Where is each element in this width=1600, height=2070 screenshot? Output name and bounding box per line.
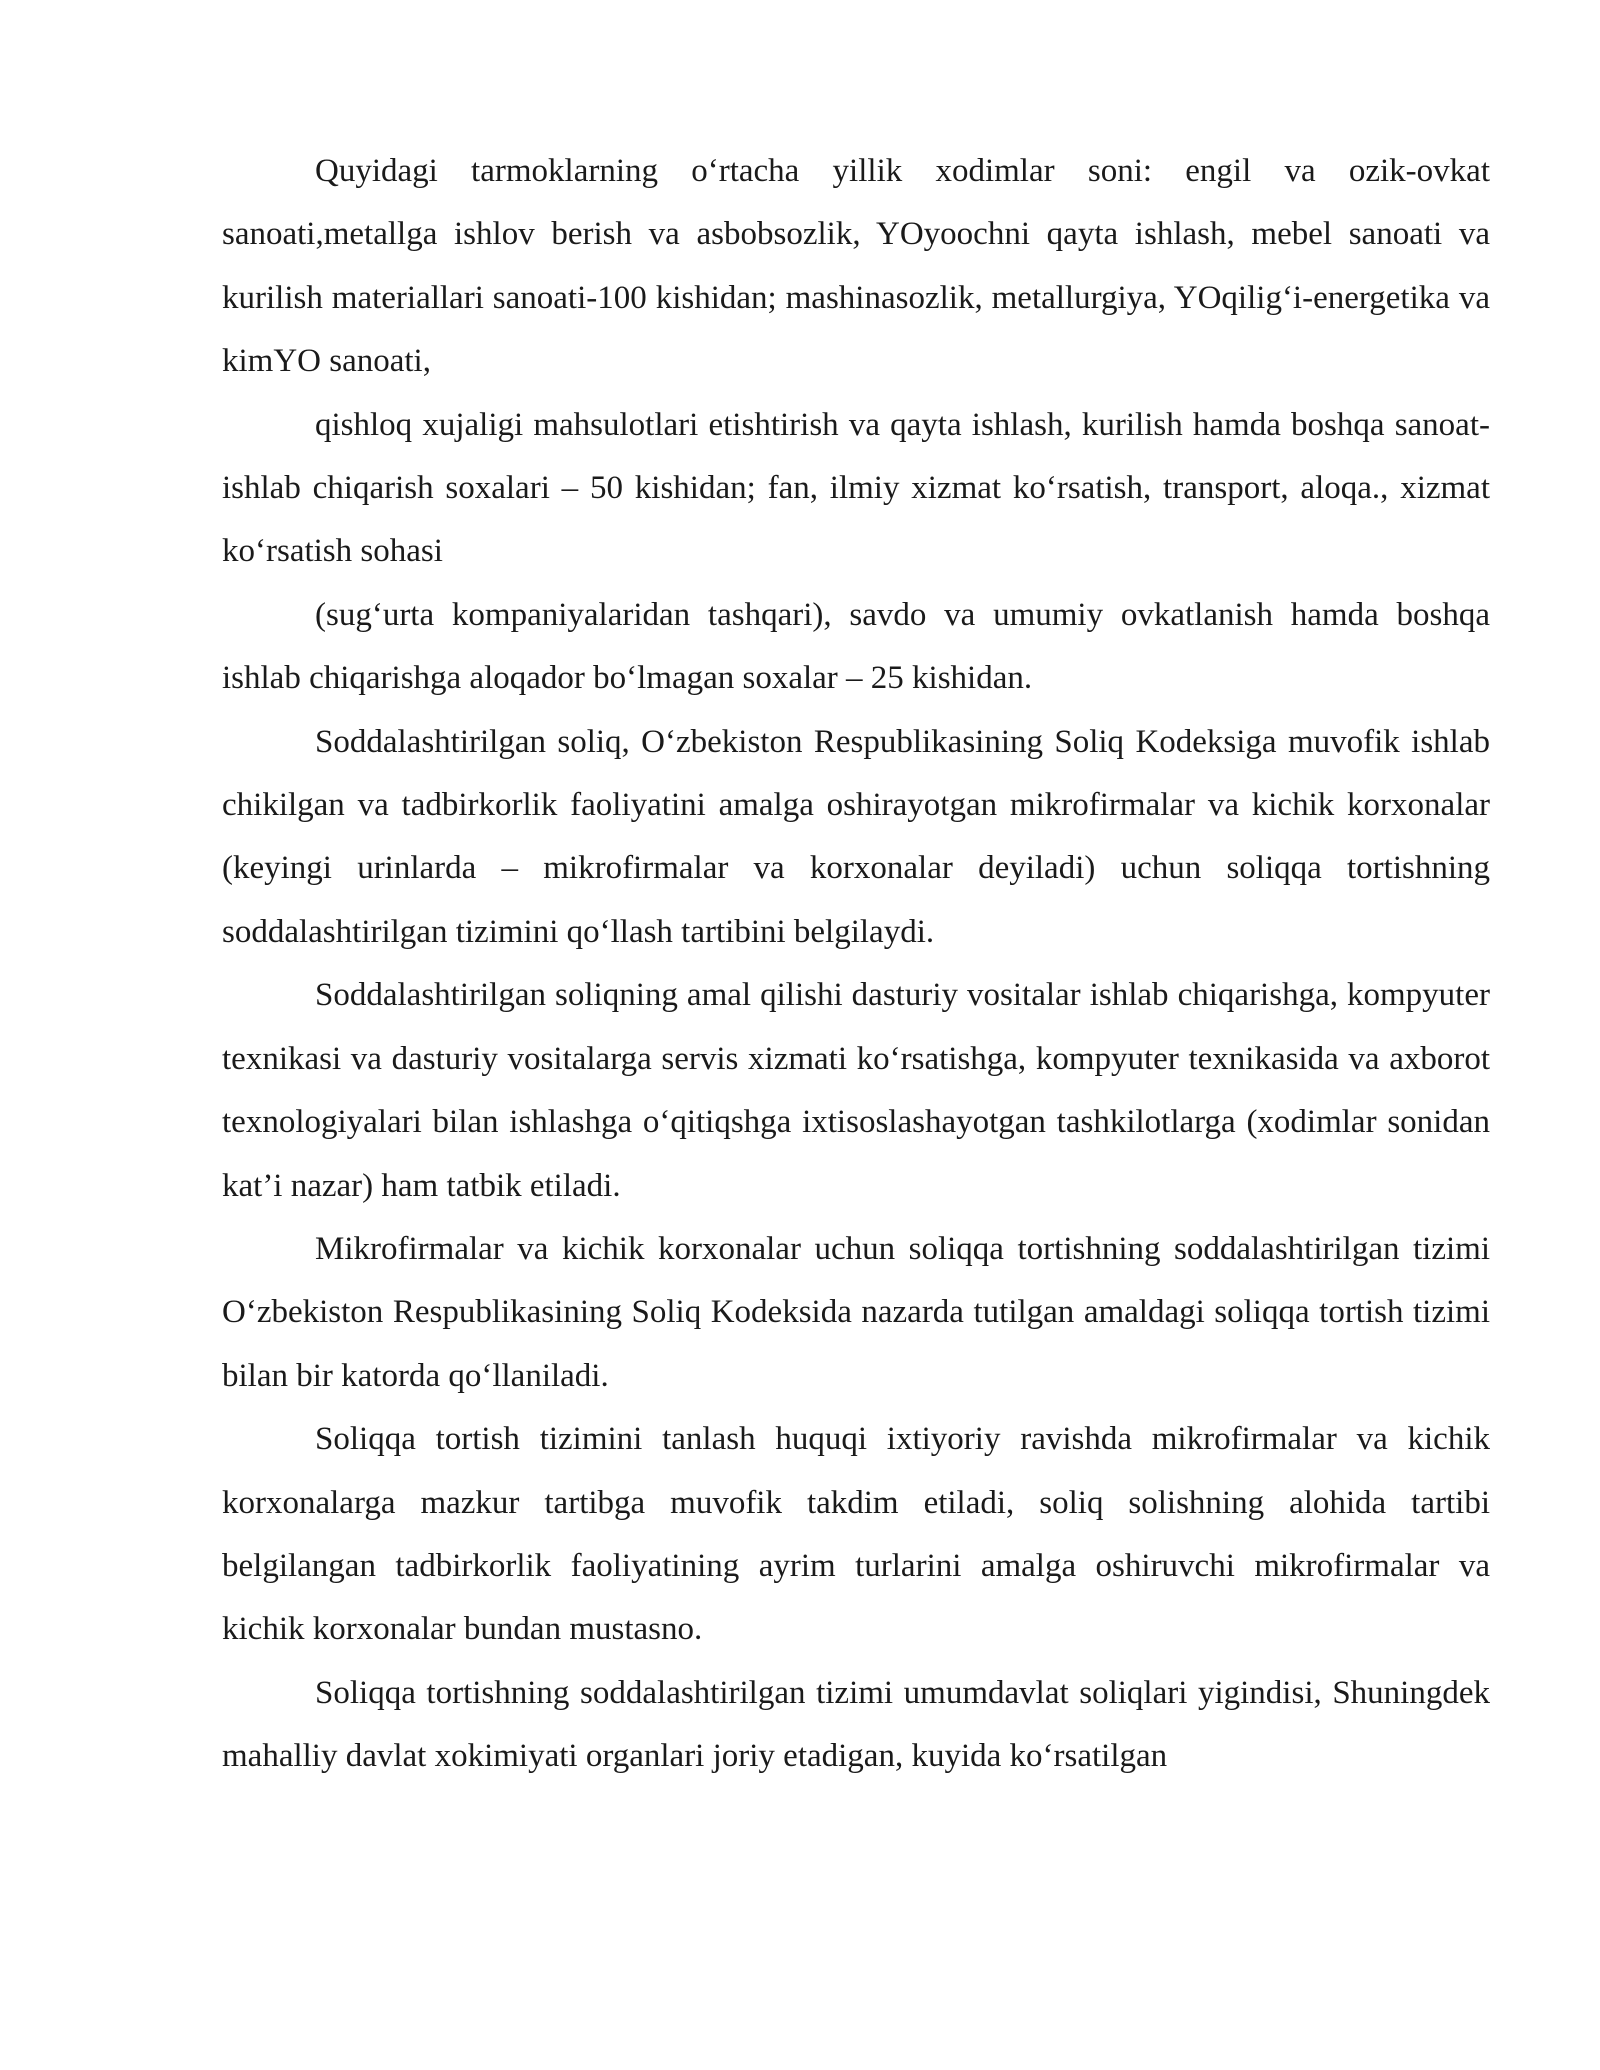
paragraph-5: Soddalashtirilgan soliqning amal qilishi dasturiy vositalar ishlab chiqarishga, kompyuter texnikasi va dasturiy vositalarga servis xizmati koʻrsatishga, kompyuter texnikasida va axborot texnologiyalari bilan ishlashga oʻqitiqshga ixtisoslashayotgan tashkilotlarga (xodimlar sonidan kat’i nazar) ham tatbik etiladi. <box>222 977 1490 1204</box>
document-page <box>222 140 1490 1789</box>
paragraph-8: Soliqqa tortishning soddalashtirilgan tizimi umumdavlat soliqlari yigindisi, Shuningdek mahalliy davlat xokimiyati organlari joriy etadigan, kuyida koʻrsatilgan <box>222 1674 1490 1775</box>
paragraph-6: Mikrofirmalar va kichik korxonalar uchun soliqqa tortishning soddalashtirilgan tizimi Oʻzbekiston Respublikasining Soliq Kodeksida nazarda tutilgan amaldagi soliqqa tortish tizimi bilan bir katorda qoʻllaniladi. <box>222 1230 1490 1394</box>
paragraph-7: Soliqqa tortish tizimini tanlash huquqi ixtiyoriy ravishda mikrofirmalar va kichik korxonalarga mazkur tartibga muvofik takdim etiladi, soliq solishning alohida tartibi belgilangan tadbirkorlik faoliyatining ayrim turlarini amalga oshiruvchi mikrofirmalar va kichik korxonalar bundan mustasno. <box>222 1421 1490 1648</box>
paragraph-1: Quyidagi tarmoklarning oʻrtacha yillik xodimlar soni: engil va ozik-ovkat sanoati,metallga ishlov berish va asbobsozlik, YOyoochni qayta ishlash, mebel sanoati va kurilish materiallari sanoati-100 kishidan; mashinasozlik, metallurgiya, YOqiligʻi-energetika va kimYO sanoati, <box>222 153 1490 380</box>
paragraph-3: (sugʻurta kompaniyalaridan tashqari), savdo va umumiy ovkatlanish hamda boshqa ishlab chiqarishga aloqador boʻlmagan soxalar – 25 kishidan. <box>222 596 1490 697</box>
paragraph-2: qishloq xujaligi mahsulotlari etishtirish va qayta ishlash, kurilish hamda boshqa sanoat-ishlab chiqarish soxalari – 50 kishidan; fan, ilmiy xizmat koʻrsatish, transport, aloqa., xizmat koʻrsatish sohasi <box>222 406 1490 570</box>
paragraph-4: Soddalashtirilgan soliq, Oʻzbekiston Respublikasining Soliq Kodeksiga muvofik ishlab chikilgan va tadbirkorlik faoliyatini amalga oshirayotgan mikrofirmalar va kichik korxonalar (keyingi urinlarda – mikrofirmalar va korxonalar deyiladi) uchun soliqqa tortishning soddalashtirilgan tizimini qoʻllash tartibini belgilaydi. <box>222 723 1490 950</box>
